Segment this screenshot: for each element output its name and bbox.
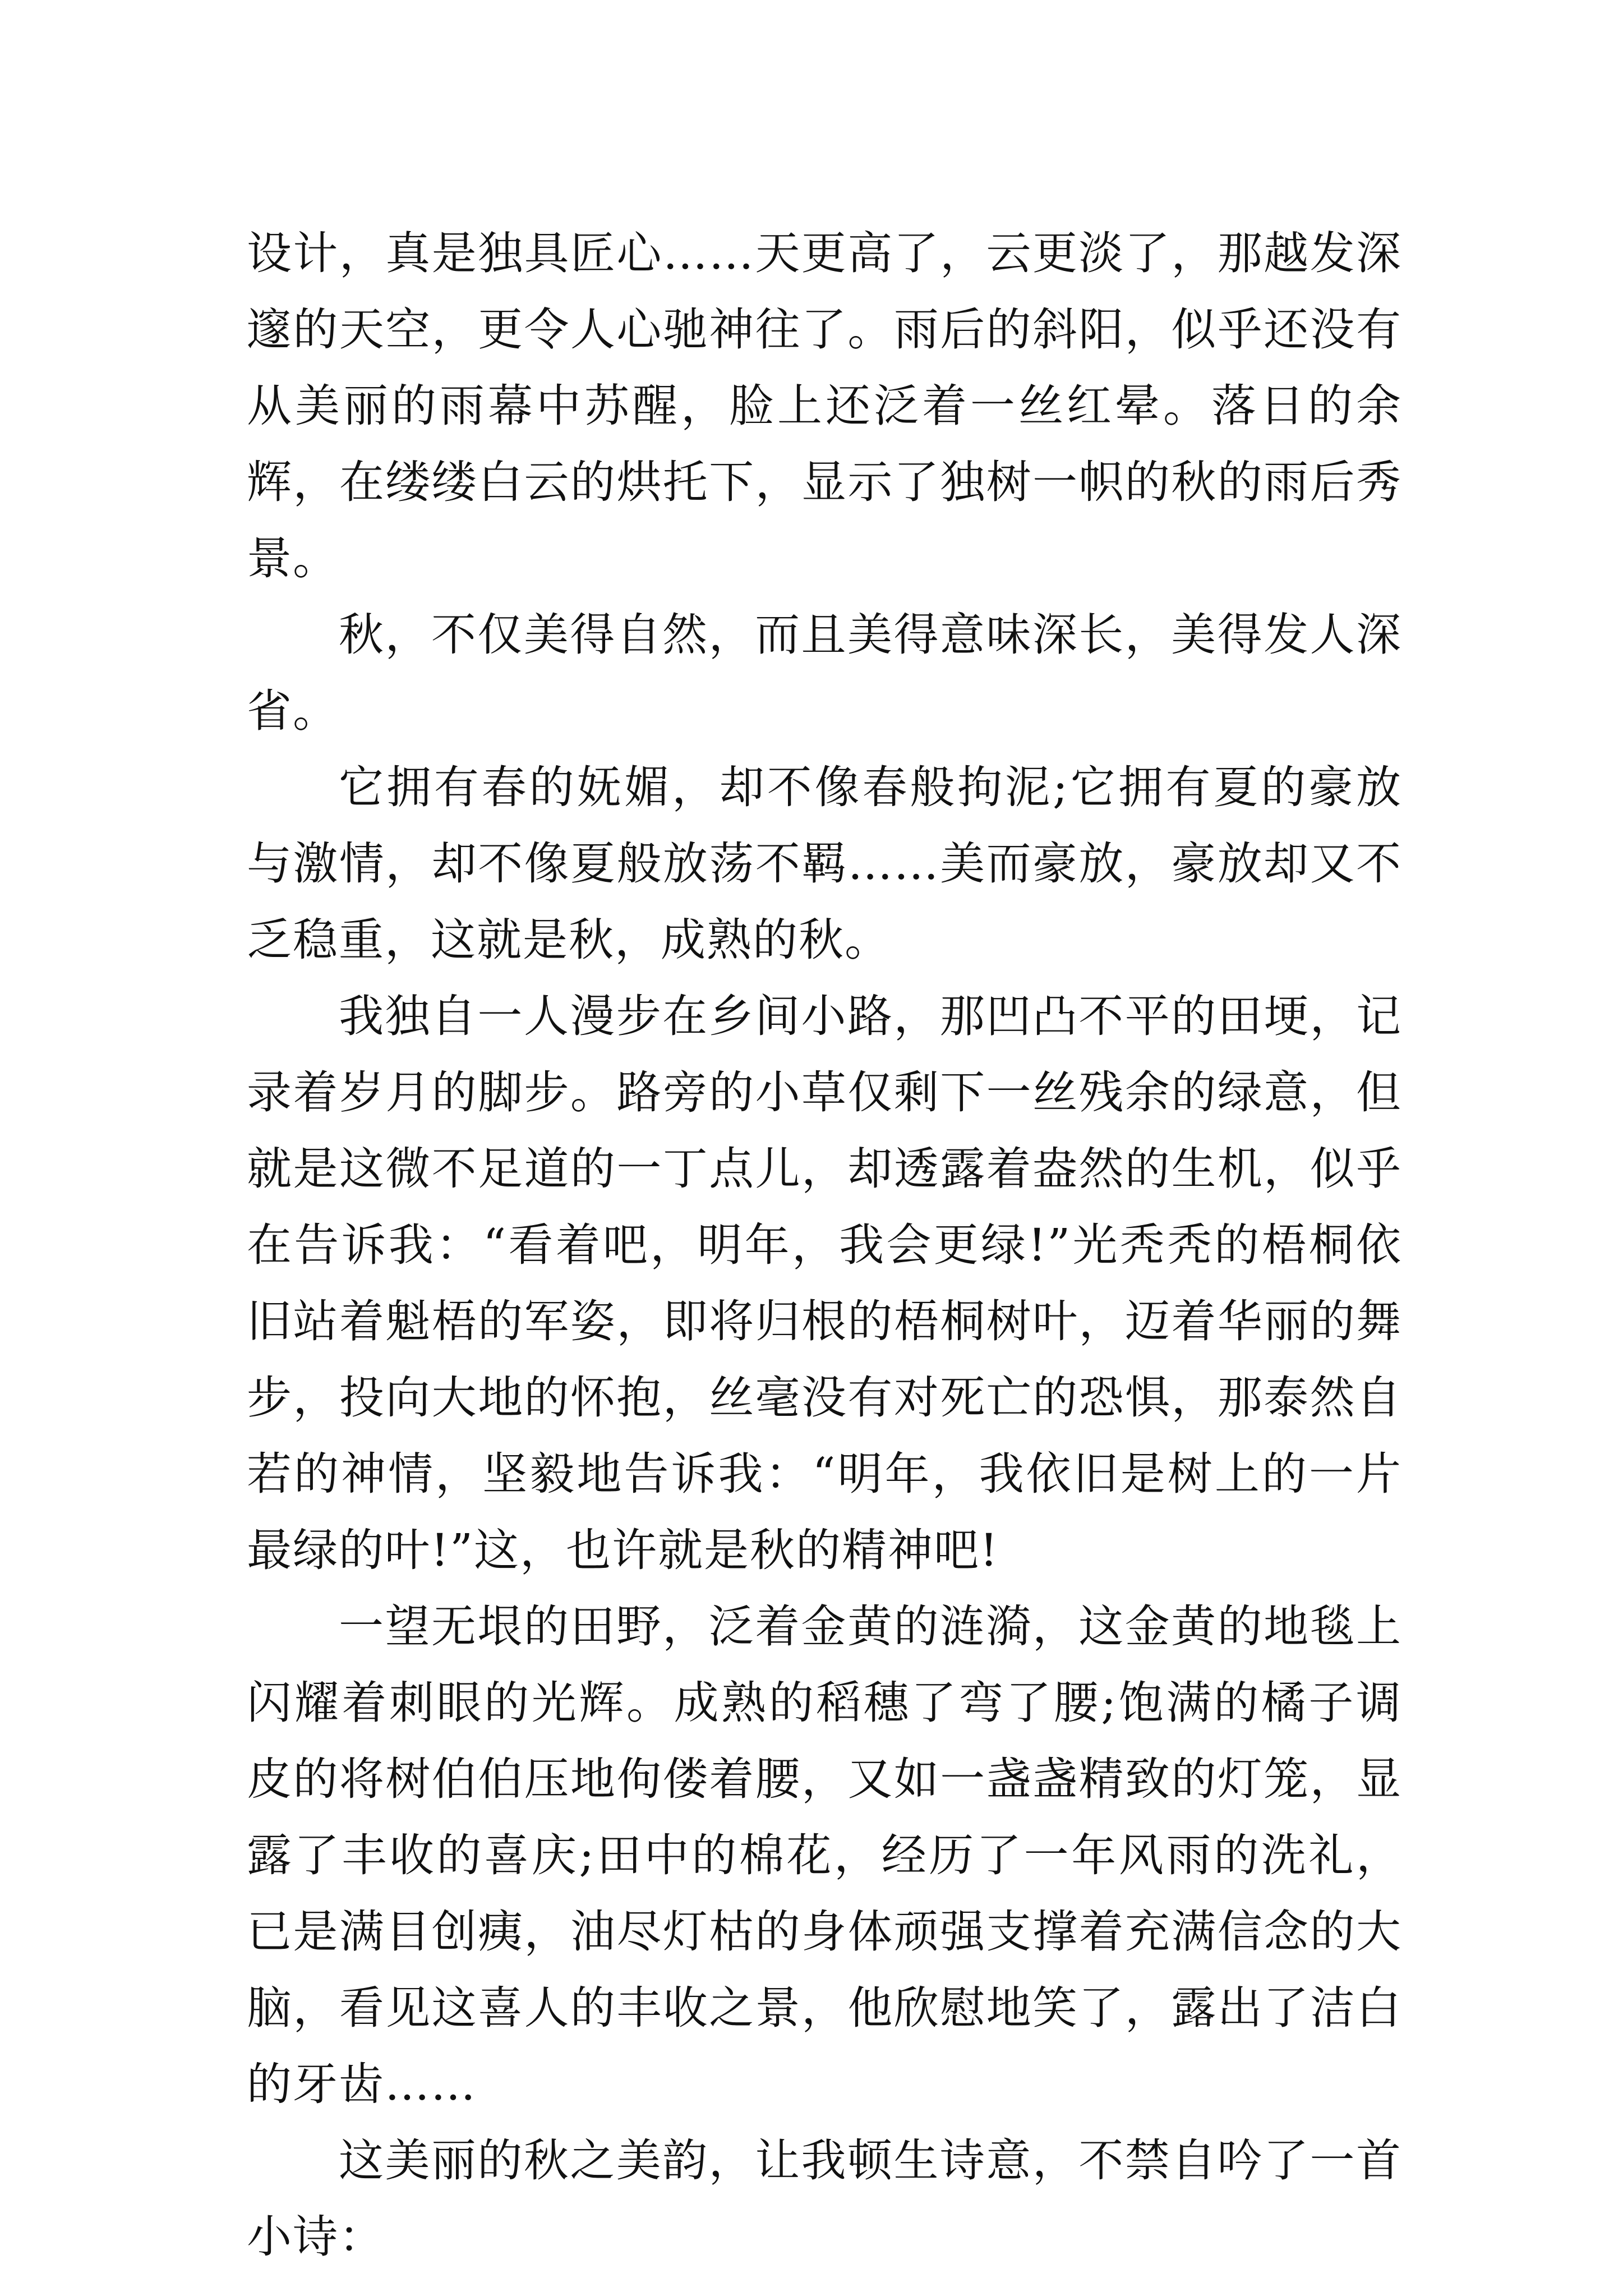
paragraph: 我独自一人漫步在乡间小路，那凹凸不平的田埂，记录着岁月的脚步。路旁的小草仅剩下一丝残余的绿意，但就是这微不足道的一丁点儿，却透露着盎然的生机，似乎在告诉我：“看着吧，明年，我会更绿!”光秃秃的梧桐依旧站着魁梧的军姿，即将归根的梧桐树叶，迈着华丽的舞步，投向大地的怀抱，丝毫没有对死亡的恐惧，那泰然自若的神情，坚毅地告诉我：“明年，我依旧是树上的一片最绿的叶!”这，也许就是秋的精神吧! xyxy=(247,990,1402,1576)
paragraph: 秋，不仅美得自然，而且美得意味深长，美得发人深省。 xyxy=(247,609,1402,737)
paragraph: 这美丽的秋之美韵，让我顿生诗意，不禁自吟了一首小诗： xyxy=(247,2134,1402,2263)
paragraph: 它拥有春的妩媚，却不像春般拘泥;它拥有夏的豪放与激情，却不像夏般放荡不羁……美而豪放，豪放却又不乏稳重，这就是秋，成熟的秋。 xyxy=(247,761,1402,966)
paragraph: 设计，真是独具匠心……天更高了，云更淡了，那越发深邃的天空，更令人心驰神往了。雨后的斜阳，似乎还没有从美丽的雨幕中苏醒，脸上还泛着一丝红晕。落日的余辉，在缕缕白云的烘托下，显示了独树一帜的秋的雨后秀景。 xyxy=(247,227,1402,585)
paragraph: 一望无垠的田野，泛着金黄的涟漪，这金黄的地毯上闪耀着刺眼的光辉。成熟的稻穗了弯了腰;饱满的橘子调皮的将树伯伯压地佝偻着腰，又如一盏盏精致的灯笼，显露了丰收的喜庆;田中的棉花，经历了一年风雨的洗礼，已是满目创痍，油尽灯枯的身体顽强支撑着充满信念的大脑，看见这喜人的丰收之景，他欣慰地笑了，露出了洁白的牙齿…… xyxy=(247,1600,1402,2110)
document-body xyxy=(247,215,1402,2275)
